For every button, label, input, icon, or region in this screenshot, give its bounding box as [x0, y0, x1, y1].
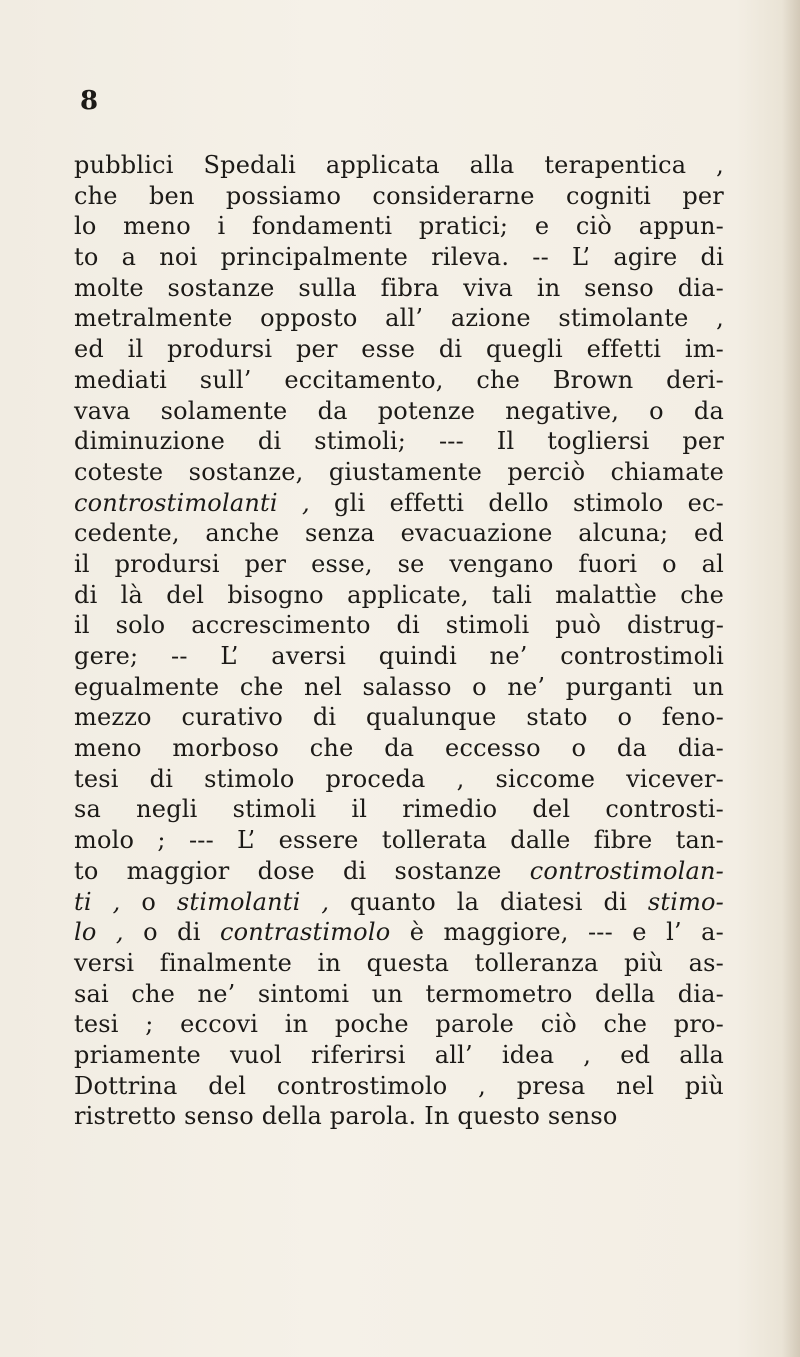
text-line — [74, 426, 724, 457]
text-segment: gere; -- L’ aversi quindi ne’ controstimoli — [74, 642, 724, 670]
text-segment: o di — [123, 918, 221, 947]
text-line — [74, 887, 724, 918]
text-segment: molte sostanze sulla fibra viva in senso dia- — [74, 273, 724, 302]
text-line — [74, 1009, 724, 1040]
italic-term: controstimolan- — [529, 856, 724, 885]
text-segment: quanto la diatesi di — [329, 887, 648, 916]
text-segment: metralmente opposto all’ azione stimolante , — [74, 304, 724, 333]
text-segment: to a noi principalmente rileva. -- L’ agire di — [74, 243, 724, 272]
text-segment: diminuzione di stimoli; --- Il togliersi per — [74, 427, 724, 456]
text-segment: lo meno i fondamenti pratici; e ciò appun- — [74, 212, 724, 241]
text-line — [74, 334, 724, 365]
text-segment: di là del bisogno applicate, tali malattìe che — [74, 580, 724, 609]
text-line — [74, 672, 724, 703]
text-segment: to maggior dose di sostanze — [74, 856, 530, 885]
italic-term: ti , — [74, 887, 121, 916]
text-segment: sa negli stimoli il rimedio del controsti- — [74, 795, 724, 824]
text-line — [74, 181, 724, 212]
text-line — [74, 917, 724, 948]
text-segment: pubblici Spedali applicata alla terapentica , — [74, 151, 724, 179]
text-segment: gli effetti dello stimolo ec- — [309, 488, 724, 517]
text-line — [74, 396, 724, 427]
body-text — [74, 150, 724, 1132]
text-line — [74, 518, 724, 549]
text-segment: versi finalmente in questa tolleranza più as- — [74, 948, 724, 977]
text-segment: vava solamente da potenze negative, o da — [74, 396, 724, 425]
text-line — [74, 150, 724, 181]
italic-term: contrastimolo — [220, 918, 391, 947]
text-line — [74, 764, 724, 795]
italic-term: controstimolanti , — [74, 488, 310, 517]
text-segment: il prodursi per esse, se vengano fuori o al — [74, 549, 724, 578]
text-segment: ed il prodursi per esse di quegli effetti im- — [74, 335, 724, 364]
text-segment: sai che ne’ sintomi un termometro della dia- — [74, 979, 724, 1008]
text-line — [74, 1101, 724, 1132]
text-segment: coteste sostanze, giustamente perciò chiamate — [74, 457, 724, 486]
text-line — [74, 641, 724, 672]
text-line — [74, 702, 724, 733]
text-line — [74, 948, 724, 979]
text-segment: ristretto senso della parola. In questo senso — [74, 1102, 618, 1131]
text-line — [74, 580, 724, 611]
text-segment: è maggiore, --- e l’ a- — [390, 918, 724, 947]
text-segment: tesi ; eccovi in poche parole ciò che pro- — [74, 1010, 724, 1039]
text-segment: meno morboso che da eccesso o da dia- — [74, 734, 724, 763]
text-segment: mezzo curativo di qualunque stato o feno- — [74, 703, 724, 732]
text-line — [74, 303, 724, 334]
text-segment: priamente vuol riferirsi all’ idea , ed alla — [74, 1040, 724, 1069]
text-segment: cedente, anche senza evacuazione alcuna; ed — [74, 519, 724, 548]
text-line — [74, 979, 724, 1010]
page-number: 8 — [80, 86, 99, 116]
text-segment: tesi di stimolo proceda , siccome vicever- — [74, 764, 724, 793]
text-line — [74, 273, 724, 304]
text-line — [74, 1071, 724, 1102]
text-line — [74, 856, 724, 887]
italic-term: stimo- — [647, 887, 724, 916]
text-segment: molo ; --- L’ essere tollerata dalle fibre tan- — [74, 826, 724, 855]
text-line — [74, 610, 724, 641]
text-line — [74, 488, 724, 519]
text-segment: il solo accrescimento di stimoli può distrug- — [74, 611, 724, 640]
page-edge-shadow — [782, 0, 800, 1357]
italic-term: lo , — [74, 918, 124, 947]
italic-term: stimolanti , — [176, 887, 330, 916]
text-line — [74, 365, 724, 396]
text-line — [74, 794, 724, 825]
text-segment: o — [120, 887, 177, 916]
text-line — [74, 733, 724, 764]
text-line — [74, 1040, 724, 1071]
text-line — [74, 211, 724, 242]
text-segment: Dottrina del controstimolo , presa nel più — [74, 1071, 724, 1100]
text-segment: che ben possiamo considerarne cogniti per — [74, 181, 724, 210]
text-segment: mediati sull’ eccitamento, che Brown deri- — [74, 365, 724, 394]
text-line — [74, 242, 724, 273]
text-line — [74, 825, 724, 856]
text-line — [74, 549, 724, 580]
text-segment: egualmente che nel salasso o ne’ purganti un — [74, 672, 724, 701]
text-line — [74, 457, 724, 488]
